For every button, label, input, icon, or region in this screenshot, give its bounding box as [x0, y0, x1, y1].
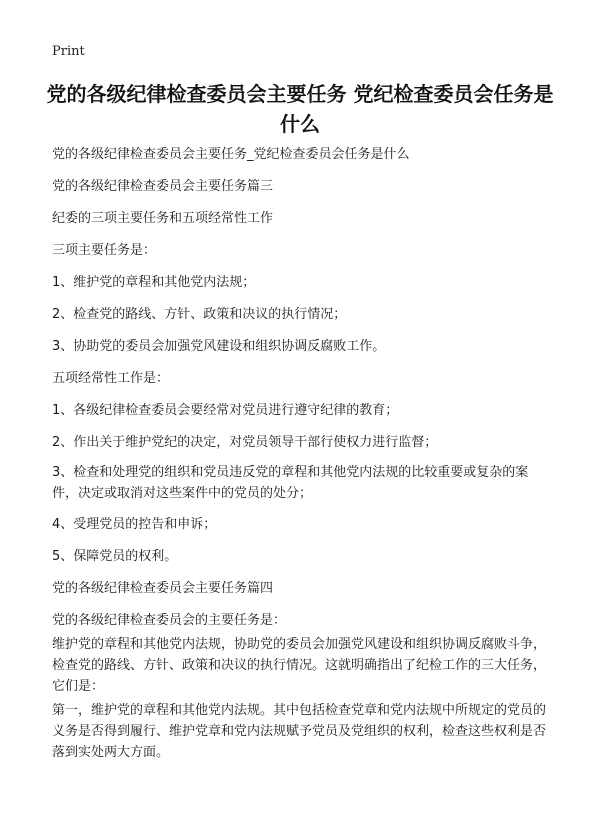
paragraph-subtitle: 党的各级纪律检查委员会主要任务_党纪检查委员会任务是什么 [52, 147, 410, 162]
paragraph-five-works-heading: 五项经常性工作是： [52, 371, 170, 386]
list-item-task-1: 1、维护党的章程和其他党内法规； [52, 275, 256, 290]
paragraph-main-tasks-intro: 党的各级纪律检查委员会的主要任务是： [52, 613, 287, 628]
page-title: 党的各级纪律检查委员会主要任务 党纪检查委员会任务是什么 [46, 82, 554, 136]
list-item-work-1: 1、各级纪律检查委员会要经常对党员进行遵守纪律的教育； [52, 403, 399, 418]
list-item-task-2: 2、检查党的路线、方针、政策和决议的执行情况； [52, 307, 347, 322]
paragraph-first-task-detail: 第一，维护党的章程和其他党内法规。其中包括检查党章和党内法规中所规定的党员的义务是否得到履行、维护党章和党内法规赋予党员及党组织的权利，检查这些权利是否落到实处两大方面。 [52, 703, 547, 760]
paragraph-tasks-overview: 纪委的三项主要任务和五项经常性工作 [52, 211, 274, 226]
list-item-work-3: 3、检查和处理党的组织和党员违反党的章程和其他党内法规的比较重要或复杂的案件，决定或取消对这些案件中的党员的处分； [52, 465, 529, 501]
paragraph-section-four-heading: 党的各级纪律检查委员会主要任务篇四 [52, 581, 274, 596]
paragraph-section-three-heading: 党的各级纪律检查委员会主要任务篇三 [52, 179, 274, 194]
list-item-task-3: 3、协助党的委员会加强党风建设和组织协调反腐败工作。 [52, 339, 386, 354]
paragraph-main-tasks-body: 维护党的章程和其他党内法规，协助党的委员会加强党风建设和组织协调反腐败斗争，检查党的路线、方针、政策和决议的执行情况。这就明确指出了纪检工作的三大任务，它们是： [52, 637, 547, 694]
paragraph-three-tasks-heading: 三项主要任务是： [52, 243, 157, 258]
print-label[interactable]: Print [52, 44, 85, 59]
list-item-work-5: 5、保障党员的权利。 [52, 549, 178, 564]
list-item-work-2: 2、作出关于维护党纪的决定，对党员领导干部行使权力进行监督； [52, 435, 438, 450]
list-item-work-4: 4、受理党员的控告和申诉； [52, 517, 217, 532]
